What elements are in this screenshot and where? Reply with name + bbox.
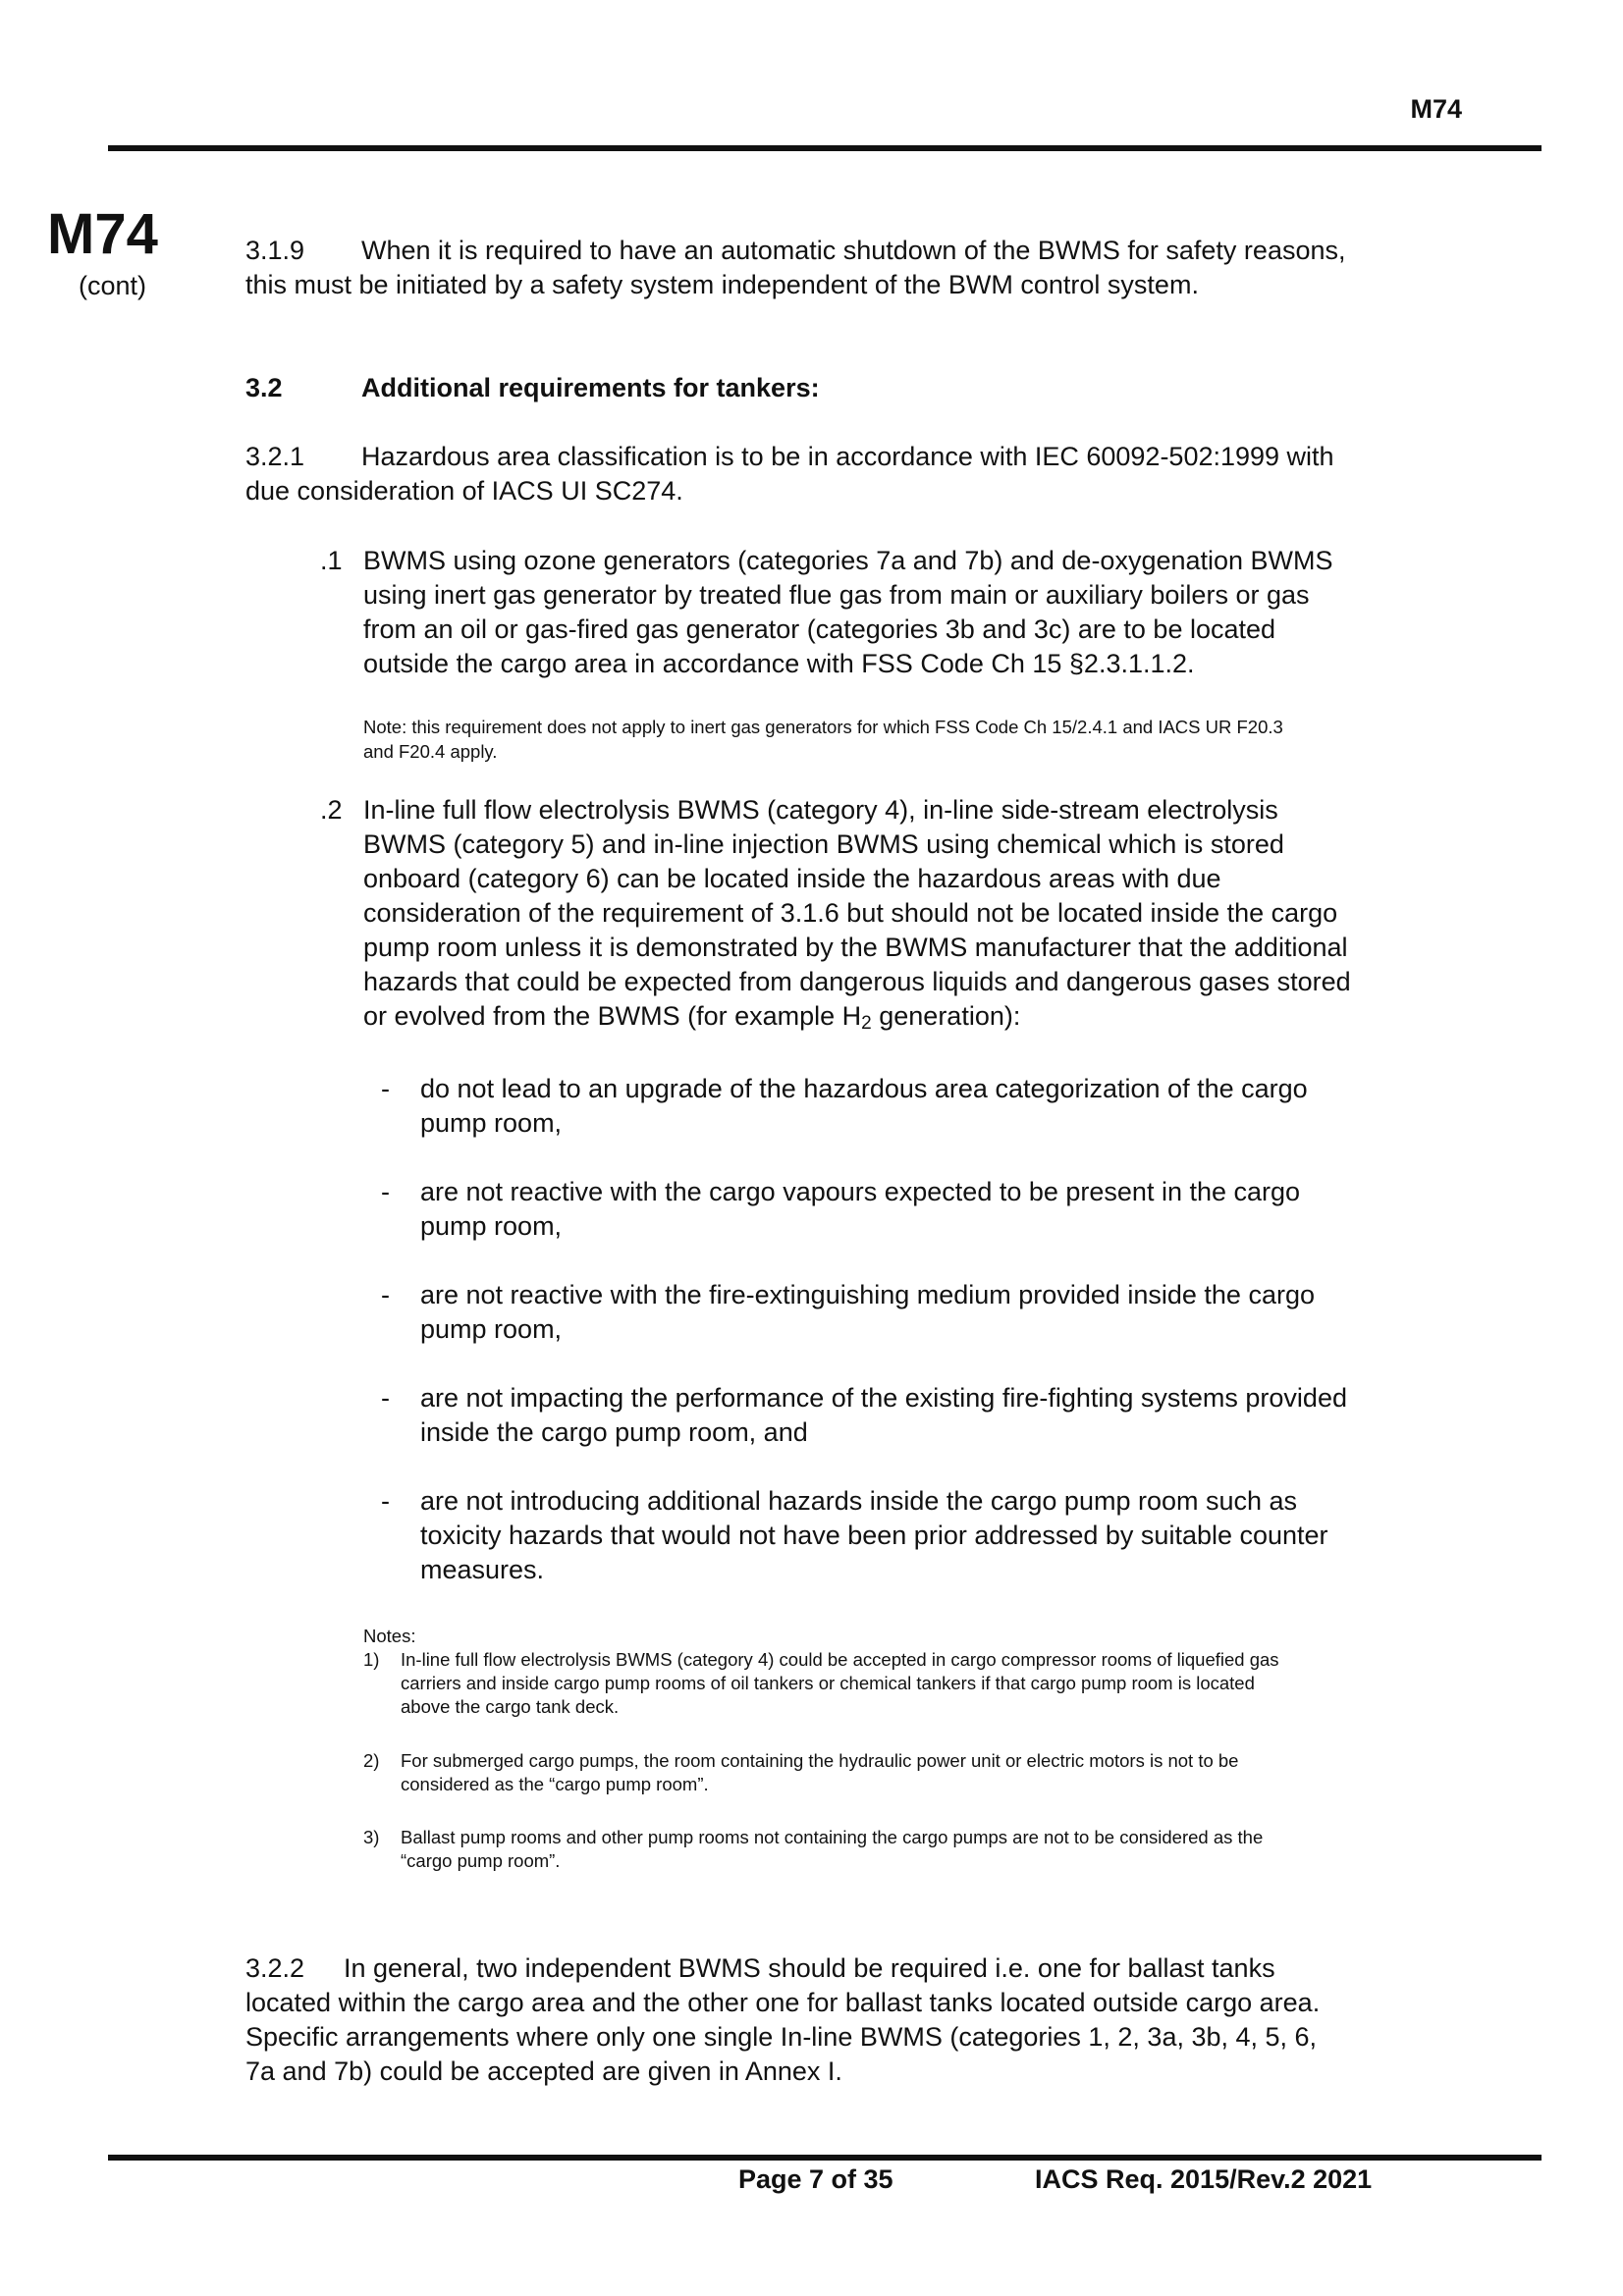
item-line: pump room unless it is demonstrated by the BWMS manufacturer that the additional: [363, 933, 1348, 962]
subscript: 2: [861, 1013, 872, 1034]
dash-line: are not reactive with the cargo vapours expected to be present in the cargo: [420, 1177, 1301, 1206]
dash-line: measures.: [420, 1555, 545, 1584]
item-line: In-line full flow electrolysis BWMS (category 4), in-line side-stream electrolysis: [363, 795, 1278, 825]
notes-heading: Notes:: [363, 1626, 416, 1646]
dash-item-2: [420, 1175, 1461, 1244]
dash-line: are not reactive with the fire-extinguishing medium provided inside the cargo: [420, 1280, 1315, 1309]
footer-page-number: Page 7 of 35: [738, 2164, 893, 2194]
dash-line: are not impacting the performance of the existing fire-fighting systems provided: [420, 1383, 1347, 1413]
item-line: from an oil or gas-fired gas generator (categories 3b and 3c) are to be located: [363, 614, 1276, 644]
item-number: .1: [320, 546, 343, 575]
paragraph-line: When it is required to have an automatic shutdown of the BWMS for safety reasons,: [361, 236, 1346, 265]
dash-bullet: -: [381, 1177, 390, 1206]
item-line: BWMS using ozone generators (categories 7a and 7b) and de-oxygenation BWMS: [363, 546, 1333, 575]
section-3-2-2: [245, 1951, 1522, 2089]
note-line: and F20.4 apply.: [363, 741, 498, 762]
margin-code: M74: [47, 202, 158, 266]
note-line: In-line full flow electrolysis BWMS (category 4) could be accepted in cargo compressor rooms of liquefied gas: [401, 1649, 1279, 1670]
dash-item-4: [420, 1381, 1461, 1450]
note-line: For submerged cargo pumps, the room containing the hydraulic power unit or electric motors is not to be: [401, 1750, 1239, 1771]
note-line: Note: this requirement does not apply to inert gas generators for which FSS Code Ch 15/2.4.1 and IACS UR F20.3: [363, 717, 1283, 737]
note-line: carriers and inside cargo pump rooms of oil tankers or chemical tankers if that cargo pump room is located: [401, 1673, 1255, 1693]
section-number: 3.2: [245, 373, 283, 402]
dash-line: pump room,: [420, 1108, 563, 1138]
dash-line: pump room,: [420, 1314, 563, 1344]
header-rule: [108, 145, 1542, 151]
section-number: 3.2.1: [245, 442, 305, 471]
paragraph-line: this must be initiated by a safety system independent of the BWM control system.: [245, 270, 1199, 299]
dash-bullet: -: [381, 1486, 390, 1516]
dash-item-1: [420, 1072, 1461, 1141]
item-line-text: or evolved from the BWMS (for example H: [363, 1001, 862, 1031]
section-3-2-heading: [245, 371, 1512, 405]
section-title: Additional requirements for tankers:: [361, 373, 820, 402]
item-line: consideration of the requirement of 3.1.6 but should not be located inside the cargo: [363, 898, 1338, 928]
dash-line: inside the cargo pump room, and: [420, 1417, 808, 1447]
paragraph-line: due consideration of IACS UI SC274.: [245, 476, 683, 506]
item-1-note: [363, 715, 1483, 764]
item-1: [320, 544, 1518, 681]
note-line: Ballast pump rooms and other pump rooms not containing the cargo pumps are not to be considered as the: [401, 1827, 1264, 1847]
item-2: [320, 793, 1518, 1041]
dash-line: are not introducing additional hazards inside the cargo pump room such as: [420, 1486, 1298, 1516]
paragraph-line: 7a and 7b) could be accepted are given in Annex I.: [245, 2056, 842, 2086]
dash-line: pump room,: [420, 1211, 563, 1241]
section-number: 3.1.9: [245, 236, 305, 265]
item-line: BWMS (category 5) and in-line injection BWMS using chemical which is stored: [363, 829, 1284, 859]
paragraph-line: Hazardous area classification is to be in accordance with IEC 60092-502:1999 with: [361, 442, 1334, 471]
footer-rule: [108, 2155, 1542, 2161]
dash-bullet: -: [381, 1074, 390, 1103]
paragraph-line: In general, two independent BWMS should be required i.e. one for ballast tanks: [344, 1953, 1275, 1983]
dash-bullet: -: [381, 1280, 390, 1309]
item-line: hazards that could be expected from dangerous liquids and dangerous gases stored: [363, 967, 1351, 996]
note-number: 3): [363, 1827, 380, 1847]
item-line-text: generation):: [871, 1001, 1021, 1031]
header-code: M74: [1410, 94, 1462, 124]
dash-item-3: [420, 1278, 1461, 1347]
section-3-1-9: [245, 234, 1512, 302]
section-3-2-1: [245, 440, 1512, 508]
note-number: 1): [363, 1649, 380, 1670]
margin-cont: (cont): [79, 271, 147, 300]
paragraph-line: located within the cargo area and the other one for ballast tanks located outside cargo area.: [245, 1988, 1321, 2017]
note-line: “cargo pump room”.: [401, 1850, 561, 1871]
dash-item-5: [420, 1484, 1461, 1587]
item-line: outside the cargo area in accordance with FSS Code Ch 15 §2.3.1.1.2.: [363, 649, 1195, 678]
footer-reference: IACS Req. 2015/Rev.2 2021: [1035, 2164, 1373, 2194]
dash-bullet: -: [381, 1383, 390, 1413]
section-number: 3.2.2: [245, 1953, 305, 1983]
note-line: considered as the “cargo pump room”.: [401, 1774, 709, 1794]
item-line: onboard (category 6) can be located inside the hazardous areas with due: [363, 864, 1221, 893]
note-number: 2): [363, 1750, 380, 1771]
item-number: .2: [320, 795, 343, 825]
paragraph-line: Specific arrangements where only one single In-line BWMS (categories 1, 2, 3a, 3b, 4, 5, 6,: [245, 2022, 1318, 2052]
dash-line: do not lead to an upgrade of the hazardous area categorization of the cargo: [420, 1074, 1308, 1103]
dash-line: toxicity hazards that would not have been prior addressed by suitable counter: [420, 1521, 1328, 1550]
note-line: above the cargo tank deck.: [401, 1696, 620, 1717]
item-line: using inert gas generator by treated flue gas from main or auxiliary boilers or gas: [363, 580, 1310, 610]
item-line-last: [363, 999, 1518, 1041]
